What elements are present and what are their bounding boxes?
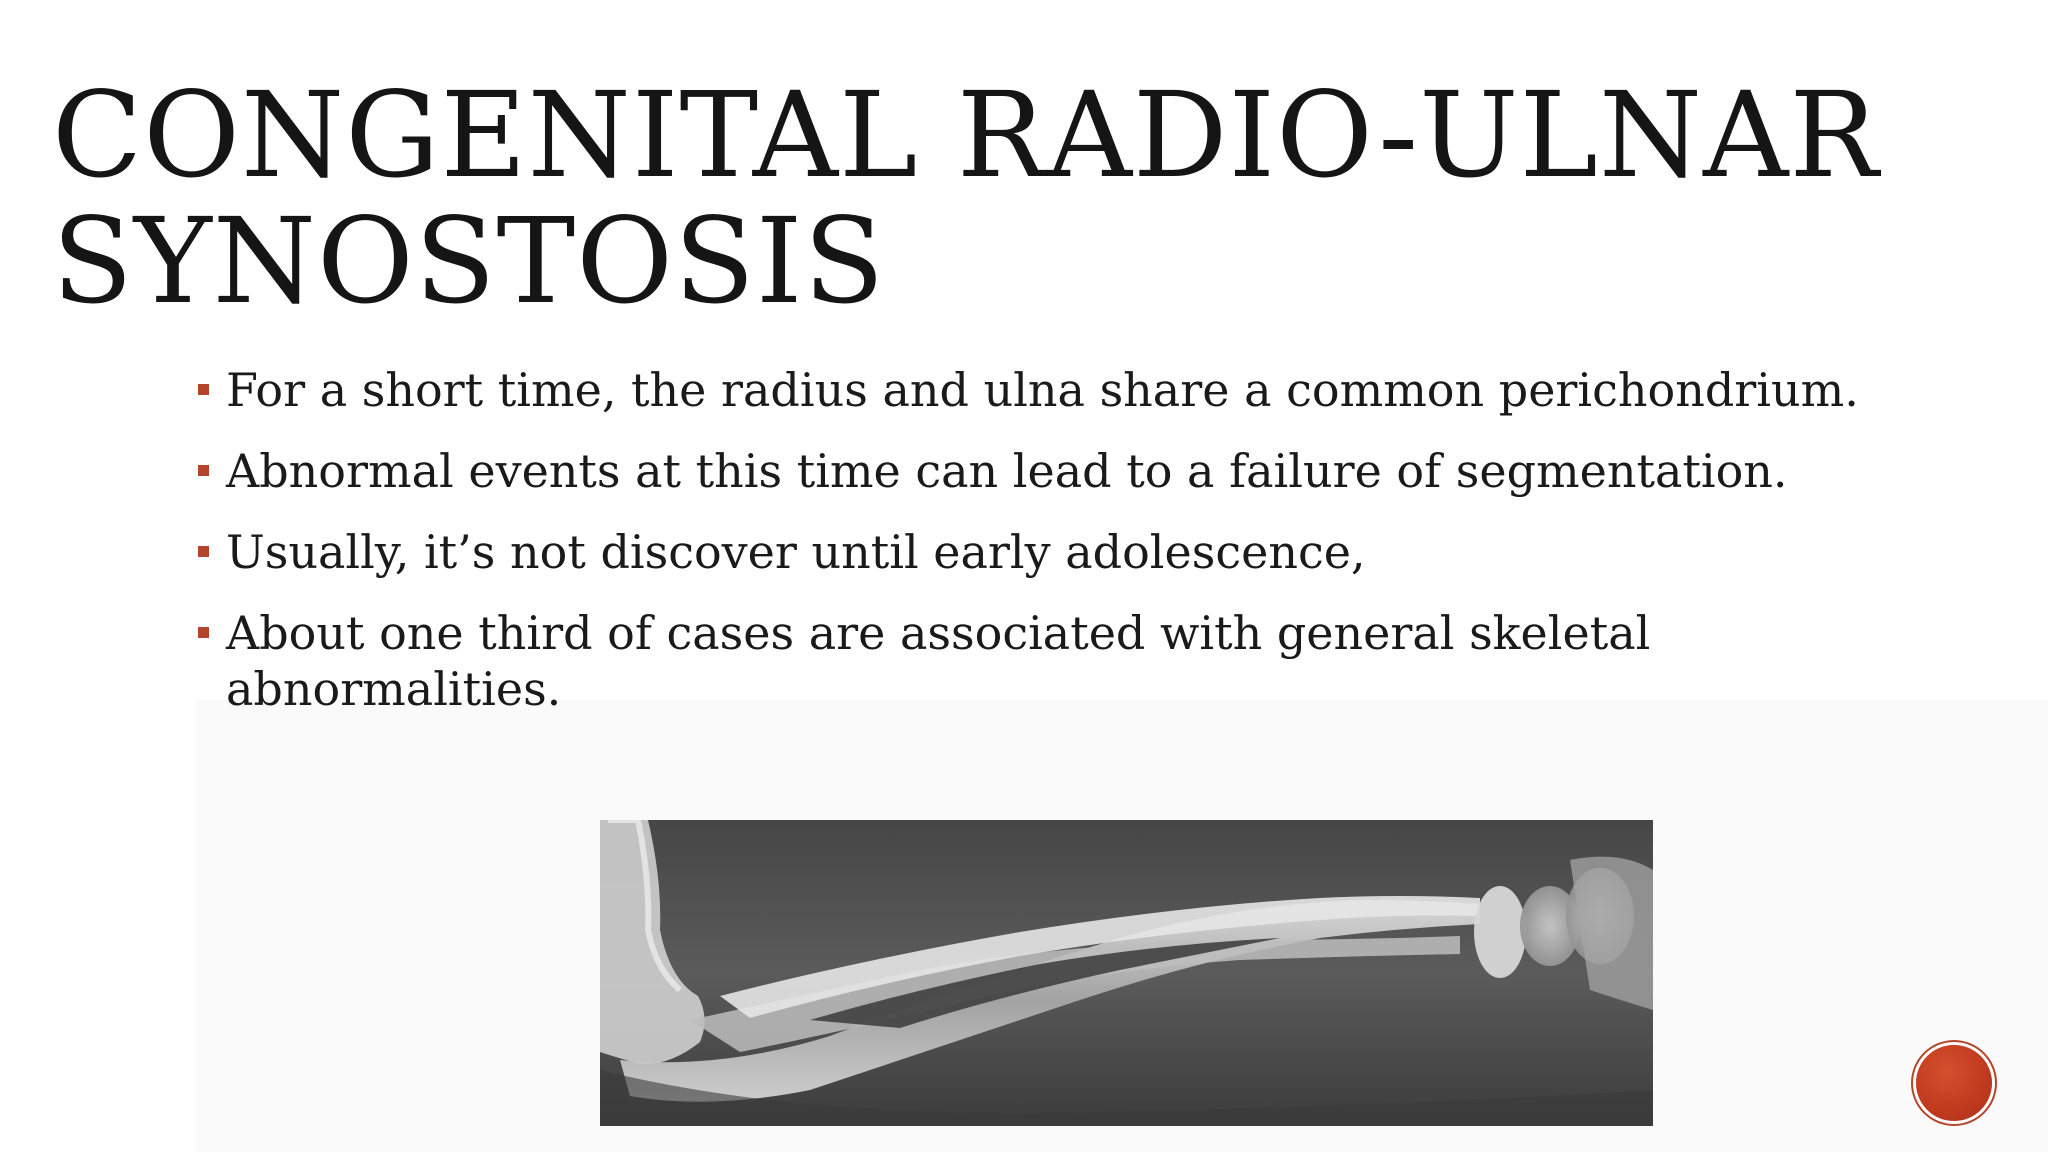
bullet-marker-icon — [198, 465, 209, 476]
next-slide-button-icon[interactable] — [1916, 1045, 1992, 1121]
title-line-1: CONGENITAL RADIO-ULNAR — [52, 66, 1880, 204]
bullet-marker-icon — [198, 384, 209, 395]
title-line-2: SYNOSTOSIS — [52, 192, 886, 330]
bullet-text: For a short time, the radius and ulna share a common perichondrium. — [226, 363, 1859, 417]
bullet-item — [196, 605, 1896, 717]
bullet-marker-icon — [198, 546, 209, 557]
bullet-list — [196, 362, 1896, 742]
bullet-item — [196, 524, 1896, 580]
forearm-xray-image — [600, 820, 1653, 1126]
bullet-item — [196, 362, 1896, 418]
bullet-marker-icon — [198, 627, 209, 638]
bullet-text: Abnormal events at this time can lead to a failure of segmentation. — [226, 444, 1788, 498]
bullet-text: Usually, it’s not discover until early adolescence, — [226, 525, 1366, 579]
slide-title — [52, 66, 1880, 330]
bullet-text: About one third of cases are associated with general skeletal abnormalities. — [226, 606, 1651, 716]
bullet-item — [196, 443, 1896, 499]
